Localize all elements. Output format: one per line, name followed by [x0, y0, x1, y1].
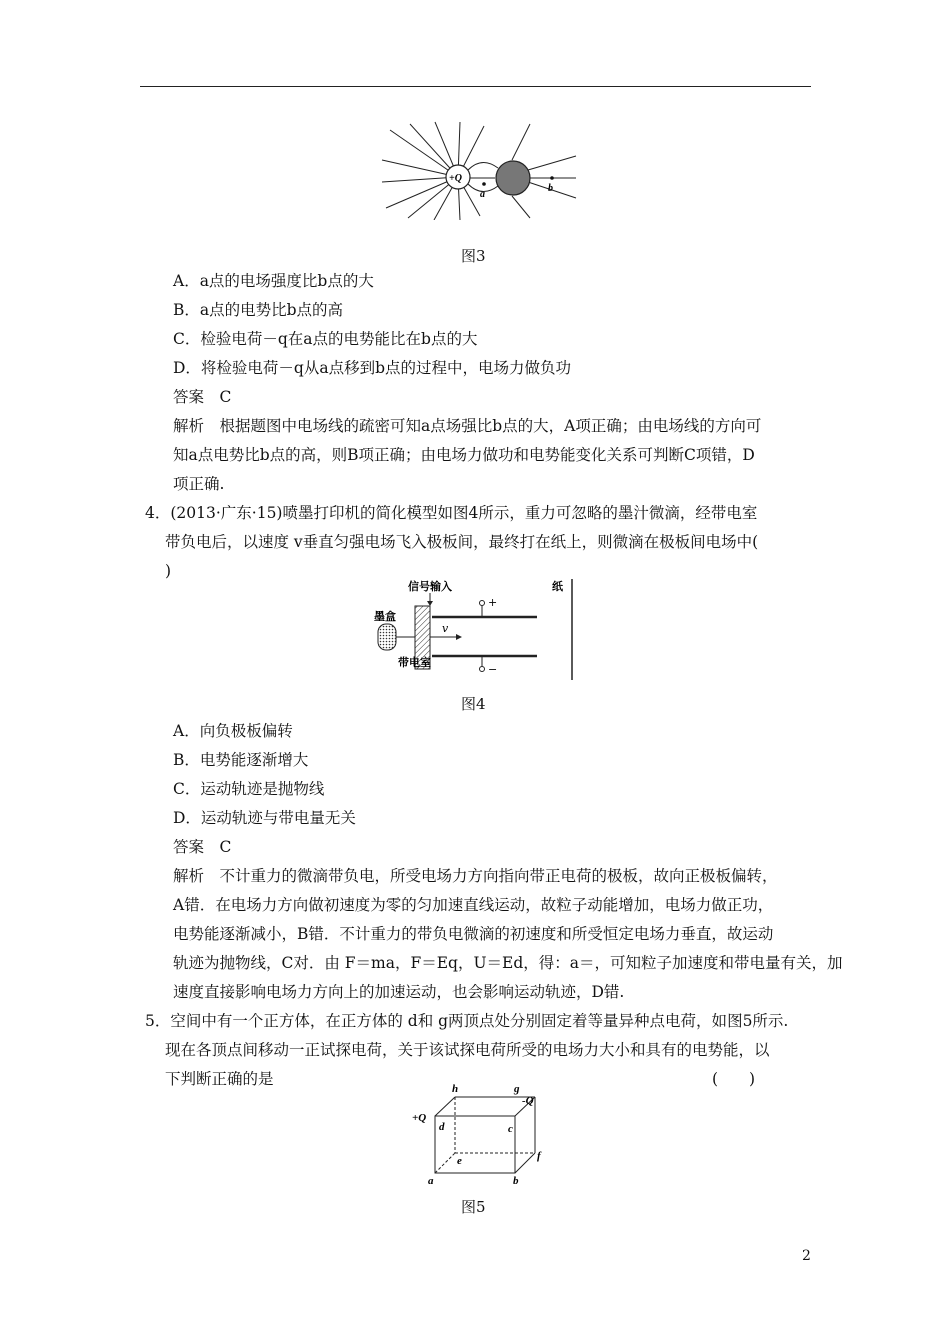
figure-5-cube	[405, 1080, 545, 1190]
label-g: g	[514, 1083, 520, 1095]
q4-answer: 答案 C	[173, 838, 232, 856]
figure-4-caption: 图4	[461, 695, 486, 713]
figure-5-caption: 图5	[461, 1198, 486, 1216]
label-velocity: v	[442, 622, 449, 635]
label-b: b	[513, 1175, 519, 1187]
q3-analysis-line-1: 解析 根据题图中电场线的疏密可知a点场强比b点的大，A项正确；由电场线的方向可	[173, 417, 762, 435]
label-minus: −	[488, 663, 498, 676]
q5-stem-line-3: 下判断正确的是	[165, 1070, 274, 1088]
q4-analysis-line-4: 轨迹为抛物线，C对．由 F＝ma，F＝Eq，U＝Ed，得：a＝，可知粒子加速度和带电量有关，加	[173, 954, 843, 972]
q5-answer-bracket: ( )	[712, 1070, 756, 1088]
q4-option-d: D．运动轨迹与带电量无关	[173, 809, 356, 827]
label-ink-box: 墨盒	[374, 610, 396, 623]
q4-analysis-line-1: 解析 不计重力的微滴带负电，所受电场力方向指向带正电荷的极板，故向正极板偏转，	[173, 867, 778, 885]
figure-3-field-lines	[380, 120, 580, 220]
label-f: f	[537, 1150, 541, 1162]
label-plus-q: +Q	[449, 173, 462, 184]
q3-analysis-line-3: 项正确.	[173, 475, 225, 493]
figure-3-caption: 图3	[461, 247, 486, 265]
label-charge-room: 带电室	[398, 656, 431, 669]
q4-stem-line-3: )	[165, 562, 172, 580]
q4-stem-line-1: 4．(2013·广东·15)喷墨打印机的简化模型如图4所示，重力可忽略的墨汁微滴，经带电室	[145, 504, 758, 522]
label-e: e	[457, 1155, 462, 1167]
q3-analysis-line-2: 知a点电势比b点的高，则B项正确；由电场力做功和电势能变化关系可判断C项错，D	[173, 446, 755, 464]
figure-4-inkjet-model	[370, 574, 580, 682]
page-number: 2	[802, 1248, 811, 1264]
q4-analysis-line-2: A错．在电场力方向做初速度为零的匀加速直线运动，故粒子动能增加，电场力做正功，	[173, 896, 774, 914]
label-plus-q: +Q	[412, 1112, 427, 1124]
label-a: a	[480, 189, 485, 200]
q5-stem-line-2: 现在各顶点间移动一正试探电荷，关于该试探电荷所受的电场力大小和具有的电势能，以	[165, 1041, 770, 1059]
q4-analysis-line-5: 速度直接影响电场力方向上的加速运动，也会影响运动轨迹，D错.	[173, 983, 625, 1001]
q4-analysis-line-3: 电势能逐渐减小，B错．不计重力的带负电微滴的初速度和所受恒定电场力垂直，故运动	[173, 925, 774, 943]
q3-answer: 答案 C	[173, 388, 232, 406]
label-b: b	[548, 183, 553, 194]
q3-option-c: C．检验电荷－q在a点的电势能比在b点的大	[173, 330, 478, 348]
label-plus: +	[488, 596, 498, 609]
label-minus-q: -Q	[522, 1095, 534, 1107]
label-h: h	[452, 1083, 459, 1095]
q4-option-b: B．电势能逐渐增大	[173, 751, 309, 769]
label-c: c	[508, 1123, 513, 1135]
label-a: a	[428, 1175, 434, 1187]
q3-option-b: B．a点的电势比b点的高	[173, 301, 344, 319]
q4-option-a: A．向负极板偏转	[173, 722, 293, 740]
q4-stem-line-2: 带负电后，以速度 v垂直匀强电场飞入极板间，最终打在纸上，则微滴在极板间电场中(	[165, 533, 759, 551]
q4-option-c: C．运动轨迹是抛物线	[173, 780, 325, 798]
label-signal-input: 信号输入	[408, 580, 452, 593]
label-d: d	[439, 1121, 445, 1133]
header-rule	[140, 86, 811, 87]
label-paper: 纸	[552, 580, 563, 593]
q5-stem-line-1: 5．空间中有一个正方体，在正方体的 d和 g两顶点处分别固定着等量异种点电荷，如图5所示.	[145, 1012, 789, 1030]
q3-option-d: D．将检验电荷－q从a点移到b点的过程中，电场力做负功	[173, 359, 572, 377]
q3-option-a: A．a点的电场强度比b点的大	[173, 272, 374, 290]
